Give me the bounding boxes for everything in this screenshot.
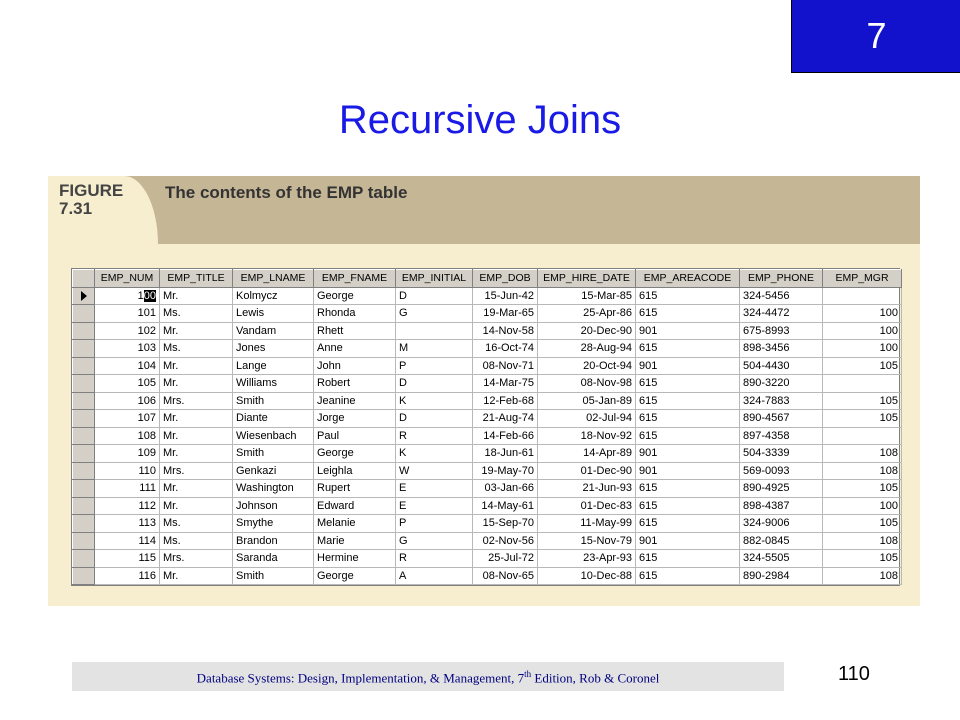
cell-emp-title[interactable]: Mr. (160, 287, 233, 305)
chapter-number: 7 (866, 15, 887, 56)
cell-emp-title[interactable]: Mr. (160, 410, 233, 428)
cell-emp-num[interactable]: 106 (95, 392, 160, 410)
row-selector[interactable] (73, 427, 95, 445)
emp-datasheet[interactable] (71, 268, 900, 586)
row-selector[interactable] (73, 375, 95, 393)
column-header[interactable]: EMP_DOB (473, 270, 538, 288)
cell-emp-hire-date[interactable]: 02-Jul-94 (538, 410, 636, 428)
cell-emp-hire-date[interactable]: 01-Dec-83 (538, 497, 636, 515)
cell-emp-hire-date[interactable]: 10-Dec-88 (538, 567, 636, 585)
cell-emp-mgr[interactable]: 105 (823, 392, 902, 410)
cell-emp-mgr[interactable]: 108 (823, 462, 902, 480)
footer-superscript: th (524, 669, 532, 679)
cell-emp-initial[interactable]: D (396, 375, 473, 393)
cell-emp-dob[interactable]: 25-Jul-72 (473, 550, 538, 568)
cell-emp-fname[interactable]: Robert (314, 375, 396, 393)
cell-emp-fname[interactable]: Hermine (314, 550, 396, 568)
table-row[interactable] (73, 427, 902, 445)
cell-emp-mgr[interactable]: 100 (823, 322, 902, 340)
row-selector[interactable] (73, 392, 95, 410)
cell-emp-phone[interactable]: 324-4472 (740, 305, 823, 323)
cell-emp-phone[interactable]: 897-4358 (740, 427, 823, 445)
cell-emp-phone[interactable]: 324-9006 (740, 515, 823, 533)
row-selector[interactable] (73, 550, 95, 568)
cell-emp-num[interactable]: 101 (95, 305, 160, 323)
cell-emp-lname[interactable]: Williams (233, 375, 314, 393)
cell-emp-mgr[interactable]: 105 (823, 480, 902, 498)
cell-emp-areacode[interactable]: 615 (636, 392, 740, 410)
cell-emp-dob[interactable]: 08-Nov-71 (473, 357, 538, 375)
cell-emp-dob[interactable]: 12-Feb-68 (473, 392, 538, 410)
cell-emp-phone[interactable]: 504-3339 (740, 445, 823, 463)
cell-emp-title[interactable]: Ms. (160, 515, 233, 533)
cell-emp-initial[interactable]: G (396, 305, 473, 323)
row-selector[interactable] (73, 515, 95, 533)
cell-emp-areacode[interactable]: 901 (636, 322, 740, 340)
cell-emp-lname[interactable]: Johnson (233, 497, 314, 515)
cell-emp-title[interactable]: Mr. (160, 357, 233, 375)
cell-emp-areacode[interactable]: 615 (636, 287, 740, 305)
chapter-number-box (791, 0, 960, 73)
cell-emp-num[interactable]: 112 (95, 497, 160, 515)
table-row[interactable] (73, 567, 902, 585)
cell-emp-initial[interactable]: E (396, 480, 473, 498)
cell-emp-lname[interactable]: Genkazi (233, 462, 314, 480)
cell-emp-areacode[interactable]: 615 (636, 497, 740, 515)
cell-emp-fname[interactable]: Jeanine (314, 392, 396, 410)
cell-emp-initial[interactable]: R (396, 550, 473, 568)
cell-emp-mgr[interactable] (823, 375, 902, 393)
cell-emp-mgr[interactable]: 100 (823, 340, 902, 358)
cell-emp-mgr[interactable]: 105 (823, 550, 902, 568)
cell-emp-areacode[interactable]: 615 (636, 567, 740, 585)
figure-label (59, 182, 149, 218)
cell-emp-hire-date[interactable]: 05-Jan-89 (538, 392, 636, 410)
column-header[interactable]: EMP_TITLE (160, 270, 233, 288)
cell-emp-initial[interactable]: M (396, 340, 473, 358)
cell-emp-mgr[interactable]: 108 (823, 567, 902, 585)
table-row[interactable] (73, 357, 902, 375)
cell-emp-areacode[interactable]: 615 (636, 515, 740, 533)
cell-emp-areacode[interactable]: 615 (636, 427, 740, 445)
row-selector[interactable] (73, 287, 95, 305)
figure-label-word: FIGURE (59, 181, 124, 200)
table-row[interactable] (73, 410, 902, 428)
cell-emp-lname[interactable]: Washington (233, 480, 314, 498)
cell-emp-hire-date[interactable]: 01-Dec-90 (538, 462, 636, 480)
cell-emp-fname[interactable]: Rupert (314, 480, 396, 498)
cell-emp-hire-date[interactable]: 15-Nov-79 (538, 532, 636, 550)
cell-emp-hire-date[interactable]: 15-Mar-85 (538, 287, 636, 305)
cell-emp-phone[interactable]: 324-5505 (740, 550, 823, 568)
figure-header (48, 176, 920, 244)
cell-emp-num[interactable] (95, 287, 160, 305)
cell-emp-mgr[interactable]: 105 (823, 410, 902, 428)
cell-emp-hire-date[interactable]: 14-Apr-89 (538, 445, 636, 463)
cell-emp-lname[interactable]: Wiesenbach (233, 427, 314, 445)
cell-text: 1 (137, 289, 144, 302)
cell-emp-dob[interactable]: 16-Oct-74 (473, 340, 538, 358)
cell-emp-fname[interactable]: George (314, 567, 396, 585)
footer-text-start: Database Systems: Design, Implementation, & Management, 7 (196, 670, 525, 686)
table-row[interactable] (73, 497, 902, 515)
cell-emp-num[interactable]: 104 (95, 357, 160, 375)
cell-emp-title[interactable]: Ms. (160, 340, 233, 358)
cell-emp-initial[interactable]: P (396, 515, 473, 533)
cell-emp-num[interactable]: 105 (95, 375, 160, 393)
cell-emp-dob[interactable]: 18-Jun-61 (473, 445, 538, 463)
cell-emp-areacode[interactable]: 615 (636, 410, 740, 428)
cell-emp-num[interactable]: 102 (95, 322, 160, 340)
row-selector[interactable] (73, 445, 95, 463)
cell-emp-hire-date[interactable]: 28-Aug-94 (538, 340, 636, 358)
cell-emp-phone[interactable]: 890-2984 (740, 567, 823, 585)
cell-emp-areacode[interactable]: 901 (636, 532, 740, 550)
table-row[interactable] (73, 532, 902, 550)
cell-emp-areacode[interactable]: 901 (636, 445, 740, 463)
cell-emp-phone[interactable]: 569-0093 (740, 462, 823, 480)
cell-emp-title[interactable]: Mr. (160, 322, 233, 340)
footer-citation (72, 669, 784, 686)
cell-emp-num[interactable]: 115 (95, 550, 160, 568)
cell-emp-num[interactable]: 107 (95, 410, 160, 428)
cell-emp-areacode[interactable]: 615 (636, 340, 740, 358)
cell-emp-hire-date[interactable]: 11-May-99 (538, 515, 636, 533)
cell-emp-areacode[interactable]: 901 (636, 357, 740, 375)
cell-emp-hire-date[interactable]: 20-Dec-90 (538, 322, 636, 340)
cell-emp-hire-date[interactable]: 08-Nov-98 (538, 375, 636, 393)
cell-emp-initial[interactable]: K (396, 445, 473, 463)
table-row[interactable] (73, 480, 902, 498)
row-selector[interactable] (73, 480, 95, 498)
cell-emp-lname[interactable]: Brandon (233, 532, 314, 550)
cell-emp-num[interactable]: 110 (95, 462, 160, 480)
cell-emp-mgr[interactable]: 100 (823, 305, 902, 323)
row-selector[interactable] (73, 532, 95, 550)
cell-emp-dob[interactable]: 15-Jun-42 (473, 287, 538, 305)
cell-emp-dob[interactable]: 15-Sep-70 (473, 515, 538, 533)
cell-emp-mgr[interactable] (823, 287, 902, 305)
cell-emp-mgr[interactable]: 108 (823, 532, 902, 550)
row-selector[interactable] (73, 357, 95, 375)
cell-emp-lname[interactable]: Saranda (233, 550, 314, 568)
cell-emp-phone[interactable]: 890-3220 (740, 375, 823, 393)
column-header[interactable]: EMP_INITIAL (396, 270, 473, 288)
cell-emp-title[interactable]: Mr. (160, 497, 233, 515)
cell-emp-fname[interactable]: Rhett (314, 322, 396, 340)
cell-emp-dob[interactable]: 19-May-70 (473, 462, 538, 480)
cell-emp-phone[interactable]: 890-4925 (740, 480, 823, 498)
cell-emp-num[interactable]: 111 (95, 480, 160, 498)
row-selector[interactable] (73, 322, 95, 340)
cell-emp-fname[interactable]: Edward (314, 497, 396, 515)
cell-emp-fname[interactable]: Melanie (314, 515, 396, 533)
cell-emp-areacode[interactable]: 615 (636, 375, 740, 393)
cell-emp-initial[interactable]: W (396, 462, 473, 480)
table-header-row (73, 270, 902, 288)
cell-emp-phone[interactable]: 324-5456 (740, 287, 823, 305)
row-selector[interactable] (73, 340, 95, 358)
cell-emp-hire-date[interactable]: 21-Jun-93 (538, 480, 636, 498)
cell-emp-phone[interactable]: 504-4430 (740, 357, 823, 375)
cell-emp-title[interactable]: Mrs. (160, 550, 233, 568)
cell-emp-title[interactable]: Ms. (160, 532, 233, 550)
cell-emp-lname[interactable]: Smith (233, 392, 314, 410)
table-row[interactable] (73, 375, 902, 393)
column-header[interactable]: EMP_LNAME (233, 270, 314, 288)
cell-emp-initial[interactable]: D (396, 410, 473, 428)
cell-emp-dob[interactable]: 03-Jan-66 (473, 480, 538, 498)
cell-emp-title[interactable]: Mrs. (160, 392, 233, 410)
cell-emp-mgr[interactable]: 105 (823, 515, 902, 533)
row-selector[interactable] (73, 497, 95, 515)
cell-emp-lname[interactable]: Kolmycz (233, 287, 314, 305)
cell-emp-hire-date[interactable]: 25-Apr-86 (538, 305, 636, 323)
cell-emp-fname[interactable]: Marie (314, 532, 396, 550)
cell-emp-num[interactable]: 108 (95, 427, 160, 445)
cell-emp-lname[interactable]: Lange (233, 357, 314, 375)
column-header[interactable]: EMP_HIRE_DATE (538, 270, 636, 288)
cell-emp-mgr[interactable]: 105 (823, 357, 902, 375)
slide-title: Recursive Joins (338, 98, 622, 142)
cell-emp-num[interactable]: 103 (95, 340, 160, 358)
row-selector[interactable] (73, 567, 95, 585)
row-selector-header[interactable] (73, 270, 95, 288)
footer-text-end: Edition, Rob & Coronel (531, 670, 660, 686)
table-row[interactable] (73, 287, 902, 305)
cell-emp-fname[interactable]: George (314, 445, 396, 463)
selected-text: 00 (143, 289, 156, 302)
figure-number: 7.31 (59, 199, 93, 218)
row-selector[interactable] (73, 305, 95, 323)
cell-emp-dob[interactable]: 08-Nov-65 (473, 567, 538, 585)
figure-caption: The contents of the EMP table (165, 183, 408, 202)
cell-emp-fname[interactable]: Leighla (314, 462, 396, 480)
cell-emp-areacode[interactable]: 615 (636, 550, 740, 568)
cell-emp-initial[interactable]: K (396, 392, 473, 410)
cell-emp-dob[interactable]: 21-Aug-74 (473, 410, 538, 428)
cell-emp-dob[interactable]: 14-Nov-58 (473, 322, 538, 340)
cell-emp-lname[interactable]: Jones (233, 340, 314, 358)
column-header[interactable]: EMP_PHONE (740, 270, 823, 288)
cell-emp-initial[interactable]: A (396, 567, 473, 585)
cell-emp-title[interactable]: Mrs. (160, 462, 233, 480)
cell-emp-title[interactable]: Ms. (160, 305, 233, 323)
column-header[interactable]: EMP_MGR (823, 270, 902, 288)
cell-emp-initial[interactable]: E (396, 497, 473, 515)
cell-emp-num[interactable]: 109 (95, 445, 160, 463)
cell-emp-title[interactable]: Mr. (160, 567, 233, 585)
page-number: 110 (838, 663, 870, 685)
cell-emp-fname[interactable]: Anne (314, 340, 396, 358)
emp-table (72, 269, 902, 585)
table-row[interactable] (73, 392, 902, 410)
cell-emp-initial[interactable] (396, 322, 473, 340)
cell-emp-dob[interactable]: 14-Feb-66 (473, 427, 538, 445)
cell-emp-lname[interactable]: Smith (233, 445, 314, 463)
cell-emp-initial[interactable]: G (396, 532, 473, 550)
table-row[interactable] (73, 445, 902, 463)
cell-emp-num[interactable]: 113 (95, 515, 160, 533)
cell-emp-num[interactable]: 116 (95, 567, 160, 585)
column-header[interactable]: EMP_AREACODE (636, 270, 740, 288)
cell-emp-phone[interactable]: 890-4567 (740, 410, 823, 428)
cell-emp-title[interactable]: Mr. (160, 375, 233, 393)
column-header[interactable]: EMP_NUM (95, 270, 160, 288)
cell-emp-fname[interactable]: Jorge (314, 410, 396, 428)
cell-emp-dob[interactable]: 14-May-61 (473, 497, 538, 515)
cell-emp-fname[interactable]: Paul (314, 427, 396, 445)
cell-emp-lname[interactable]: Smith (233, 567, 314, 585)
table-row[interactable] (73, 340, 902, 358)
cell-emp-phone[interactable]: 324-7883 (740, 392, 823, 410)
cell-emp-lname[interactable]: Smythe (233, 515, 314, 533)
cell-emp-areacode[interactable]: 615 (636, 480, 740, 498)
cell-emp-title[interactable]: Mr. (160, 445, 233, 463)
cell-emp-hire-date[interactable]: 20-Oct-94 (538, 357, 636, 375)
cell-emp-title[interactable]: Mr. (160, 427, 233, 445)
cell-emp-initial[interactable]: R (396, 427, 473, 445)
cell-emp-mgr[interactable]: 108 (823, 445, 902, 463)
cell-emp-phone[interactable]: 882-0845 (740, 532, 823, 550)
cell-emp-hire-date[interactable]: 18-Nov-92 (538, 427, 636, 445)
cell-emp-initial[interactable]: D (396, 287, 473, 305)
cell-emp-mgr[interactable]: 100 (823, 497, 902, 515)
table-row[interactable] (73, 515, 902, 533)
cell-emp-phone[interactable]: 898-4387 (740, 497, 823, 515)
row-selector[interactable] (73, 462, 95, 480)
table-row[interactable] (73, 305, 902, 323)
cell-emp-lname[interactable]: Lewis (233, 305, 314, 323)
cell-emp-areacode[interactable]: 615 (636, 305, 740, 323)
cell-emp-dob[interactable]: 19-Mar-65 (473, 305, 538, 323)
row-selector[interactable] (73, 410, 95, 428)
cell-emp-fname[interactable]: John (314, 357, 396, 375)
cell-emp-mgr[interactable] (823, 427, 902, 445)
cell-emp-dob[interactable]: 14-Mar-75 (473, 375, 538, 393)
cell-emp-initial[interactable]: P (396, 357, 473, 375)
cell-emp-fname[interactable]: Rhonda (314, 305, 396, 323)
cell-emp-title[interactable]: Mr. (160, 480, 233, 498)
table-row[interactable] (73, 462, 902, 480)
row-pointer-icon (81, 291, 87, 301)
cell-emp-dob[interactable]: 02-Nov-56 (473, 532, 538, 550)
table-row[interactable] (73, 550, 902, 568)
column-header[interactable]: EMP_FNAME (314, 270, 396, 288)
cell-emp-lname[interactable]: Diante (233, 410, 314, 428)
cell-emp-num[interactable]: 114 (95, 532, 160, 550)
cell-emp-lname[interactable]: Vandam (233, 322, 314, 340)
table-row[interactable] (73, 322, 902, 340)
cell-emp-fname[interactable]: George (314, 287, 396, 305)
cell-emp-phone[interactable]: 675-8993 (740, 322, 823, 340)
cell-emp-phone[interactable]: 898-3456 (740, 340, 823, 358)
cell-emp-hire-date[interactable]: 23-Apr-93 (538, 550, 636, 568)
cell-emp-areacode[interactable]: 901 (636, 462, 740, 480)
